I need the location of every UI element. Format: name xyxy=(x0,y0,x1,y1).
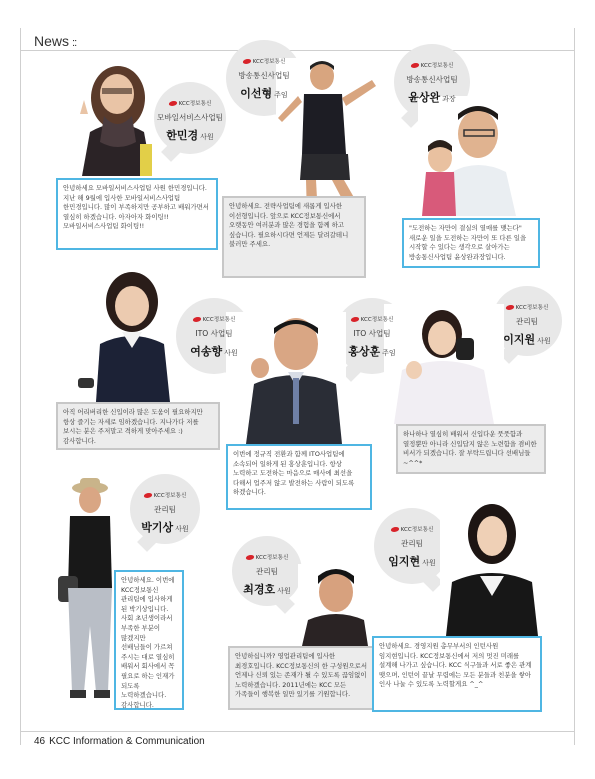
kcc-logo-icon: KCC정보통신 xyxy=(492,303,562,311)
profile-name-line xyxy=(176,340,252,359)
kcc-logo-icon: KCC정보통신 xyxy=(176,315,252,323)
kcc-logo-icon: KCC정보통신 xyxy=(374,525,450,533)
profile-name-line xyxy=(130,516,200,535)
profile-dept: 모바일서비스사업팀 xyxy=(156,113,224,122)
section-dots-icon: :: xyxy=(72,37,77,49)
right-rule xyxy=(574,28,575,745)
profile-dept: 관리팀 xyxy=(515,317,538,326)
kcc-logo-icon: KCC정보통신 xyxy=(394,61,470,69)
profile-dept: ITO 사업팀 xyxy=(195,329,233,338)
profile-message-choigyeongho: 안녕하십니까? 영업관리팀에 입사한 최경호입니다. KCC정보통신의 한 구성원으로서 언제나 신뢰 있는 존재가 될 수 있도록 끊임없이 노력하겠습니다. 2011년에는 KCC 모든 가족들이 행복한 일만 있기를 기원합니다. xyxy=(228,646,374,710)
profile-title: 사원 xyxy=(224,349,238,357)
profile-name-line xyxy=(232,578,302,597)
profile-dept: ITO 사업팀 xyxy=(353,329,391,338)
profile-name-line xyxy=(394,86,470,105)
profile-name: 한민경 xyxy=(166,129,199,142)
left-rule xyxy=(20,28,21,745)
kcc-logo-icon: KCC정보통신 xyxy=(232,553,302,561)
profile-title: 과장 xyxy=(442,95,456,103)
profile-name-line xyxy=(374,550,450,569)
profile-bubble-imjihyeon xyxy=(374,508,450,584)
profile-bubble-hanmingyeong xyxy=(154,82,226,154)
profile-message-yeosonghyang: 아직 어리버리한 신입이라 많은 도움이 필요하지만 항상 즐기는 자세로 임하겠습니다. 지나가다 저를 보시는 분은 주저말고 격하게 맞아주세요 :) 감사합니다. xyxy=(56,402,220,450)
profile-dept: 관리팀 xyxy=(400,539,423,548)
profile-photo-choigyeongho xyxy=(298,564,370,646)
profile-bubble-leejiwon xyxy=(492,286,562,356)
profile-name-line xyxy=(334,340,410,359)
profile-title: 주임 xyxy=(382,349,396,357)
top-rule xyxy=(20,50,575,51)
profile-name: 이선형 xyxy=(240,87,273,100)
profile-dept: 관리팀 xyxy=(255,567,278,576)
profile-message-imjihyeon: 안녕하세요. 경영지원 총무부서의 인턴사원 임지현입니다. KCC정보통신에서 저의 멋진 미래를 설계해 나가고 싶습니다. KCC 식구들과 서로 좋은 관계 맺으며, 인턴이 끝날 무렵에는 모든 분들과 친분을 쌓아 인사 나눌 수 있도록 노력할게요 ^_^ xyxy=(372,636,542,712)
page-footer xyxy=(34,736,205,747)
profile-message-hanmingyeong: 안녕하세요 모바일서비스사업팀 사원 한민경입니다. 지난 해 9월에 입사한 모바일서비스사업팀 한민경입니다. 많이 부족하지만 공부하고 배워가면서 열심히 하겠습니다. 아자아자 화이팅!! 모바일서비스사업팀 화이팅!! xyxy=(56,178,218,250)
kcc-logo-icon: KCC정보통신 xyxy=(334,315,410,323)
profile-message-yunsangwan: "도전하는 자만이 결실의 열매를 맺는다" 새로운 일을 도전하는 자만이 또 다른 일을 시작할 수 있다는 생각으로 살아가는 방송통신사업팀 윤상완과장입니다. xyxy=(402,218,540,268)
profile-bubble-parkgisang xyxy=(130,474,200,544)
profile-dept: 관리팀 xyxy=(153,505,176,514)
profile-dept: 방송통신사업팀 xyxy=(406,75,458,84)
profile-name: 임지현 xyxy=(388,555,421,568)
kcc-logo-icon: KCC정보통신 xyxy=(130,491,200,499)
profile-name: 박기상 xyxy=(141,521,174,534)
profile-title: 사원 xyxy=(537,337,551,345)
profile-title: 사원 xyxy=(175,525,189,533)
profile-message-parkgisang: 안녕하세요. 이번에 KCC정보통신 관리팀에 입사하게 된 박기상입니다. 사회 초년생이라서 부족한 부분이 많겠지만 선배님들이 가르쳐 주시는 대로 열심히 배워서 회사에서 꼭 필요로 하는 인재가 되도록 노력하겠습니다. 감사합니다. xyxy=(114,570,184,710)
kcc-logo-icon: KCC정보통신 xyxy=(226,57,302,65)
page-number: 46 xyxy=(34,736,46,747)
profile-photo-yeosonghyang xyxy=(78,268,178,402)
profile-name-line xyxy=(492,328,562,347)
profile-message-hongsanghun: 이번에 정규직 전환과 함께 ITO사업팀에 소속되어 일하게 된 홍상훈입니다. 항상 노력하고 도전하는 마음으로 매사에 최선을 다해서 업주저 않고 발전하는 사람이 되도록 하겠습니다. xyxy=(226,444,372,510)
profile-message-leeseonhyeong: 안녕하세요. 전략사업팀에 새롭게 입사한 이선형입니다. 앞으로 KCC정보통신에서 오랫동안 여러분과 많은 경험을 함께 하고 싶습니다. 필요하시다면 언제든 달려갈테니 불러만 주세요. xyxy=(222,196,366,278)
profile-title: 사원 xyxy=(277,587,291,595)
profile-name: 이지원 xyxy=(503,333,536,346)
profile-photo-imjihyeon xyxy=(440,498,542,636)
profile-name: 윤상완 xyxy=(408,91,441,104)
profile-name: 최경호 xyxy=(243,583,276,596)
profile-title: 주임 xyxy=(274,91,288,99)
profile-name: 여송향 xyxy=(190,345,223,358)
kcc-logo-icon: KCC정보통신 xyxy=(154,99,226,107)
profile-title: 사원 xyxy=(422,559,436,567)
profile-name-line xyxy=(154,124,226,143)
bottom-rule xyxy=(20,731,575,732)
profile-title: 사원 xyxy=(200,133,214,141)
profile-bubble-choigyeongho xyxy=(232,536,302,606)
profile-dept: 방송통신사업팀 xyxy=(238,71,290,80)
section-title: News xyxy=(34,33,70,49)
section-header xyxy=(34,33,76,49)
profile-name: 홍상훈 xyxy=(348,345,381,358)
publication-name: KCC Information & Communication xyxy=(49,736,205,747)
profile-photo-yunsangwan xyxy=(418,96,532,216)
profile-message-leejiwon: 하나하나 열심히 배워서 신입다운 풋풋함과 열정뿐만 아니라 신입답지 않은 노련함을 겸비한 비서가 되겠습니다. 잘 부탁드립니다 선배님들~^^* xyxy=(396,424,546,474)
profile-name-line xyxy=(226,82,302,101)
